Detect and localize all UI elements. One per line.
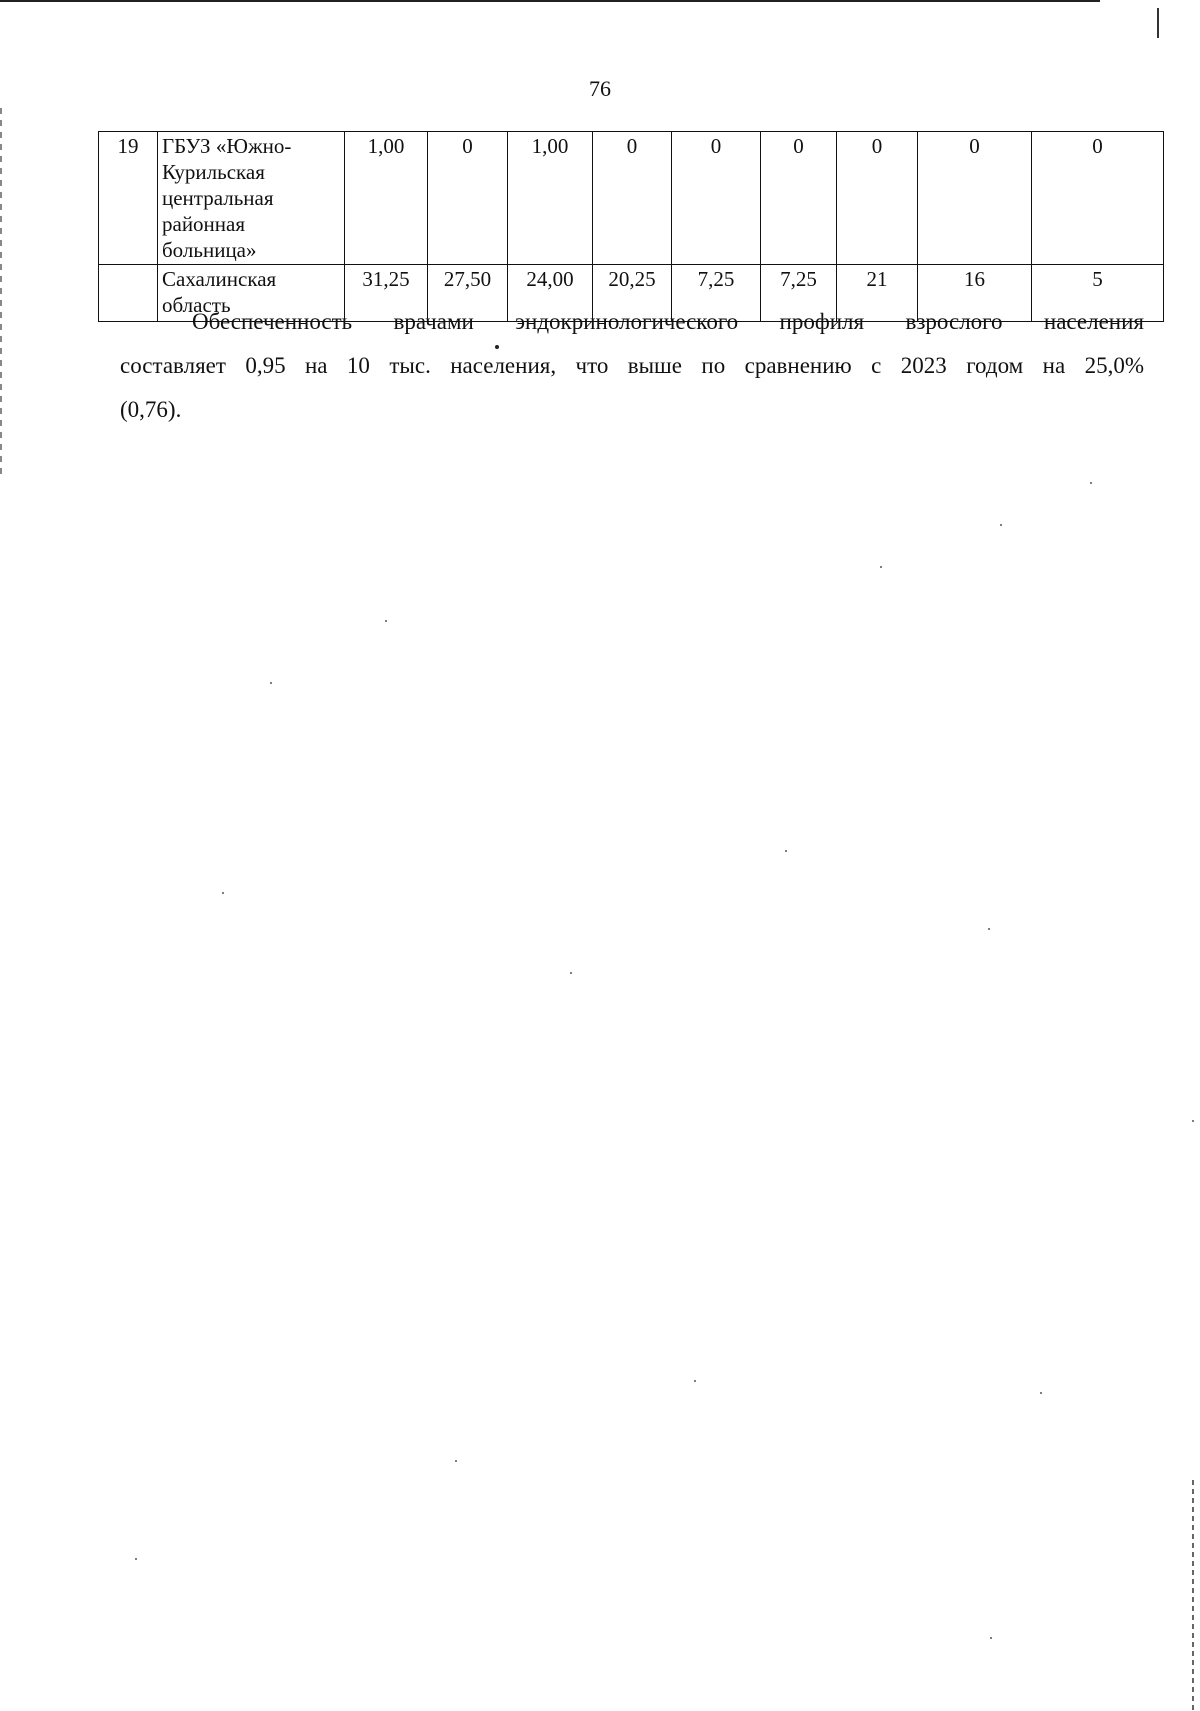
scan-edge-top <box>0 0 1100 2</box>
table-cell: 0 <box>918 132 1032 265</box>
table-cell: 24,00 <box>508 265 593 322</box>
provision-table <box>98 131 1164 322</box>
paragraph-line: составляет 0,95 на 10 тыс. населения, что выше по сравнению с 2023 годом на 25,0% <box>120 353 1144 378</box>
region-name: Сахалинская область <box>158 265 345 322</box>
table-cell: 21 <box>837 265 918 322</box>
table-cell: 0 <box>672 132 761 265</box>
table-cell: 0 <box>837 132 918 265</box>
institution-name: ГБУЗ «Южно-Курильская центральная районная больница» <box>158 132 345 265</box>
scan-mark <box>1157 8 1159 38</box>
body-paragraph <box>120 300 1144 432</box>
page-number: 76 <box>589 76 611 101</box>
table-cell: 7,25 <box>761 265 837 322</box>
table-cell: 0 <box>1032 132 1164 265</box>
scan-edge-left <box>0 108 2 478</box>
paragraph-line: Обеспеченность врачами эндокринологического профиля взрослого населения <box>192 309 1144 334</box>
table-cell: 5 <box>1032 265 1164 322</box>
table-cell: 0 <box>593 132 672 265</box>
row-number: 19 <box>99 132 158 265</box>
table-cell: 16 <box>918 265 1032 322</box>
scan-edge-right <box>1192 1480 1194 1711</box>
table-cell: 27,50 <box>428 265 508 322</box>
table-cell: 0 <box>428 132 508 265</box>
table-row <box>99 132 1164 265</box>
table-cell: 20,25 <box>593 265 672 322</box>
paragraph-line: (0,76). <box>120 397 182 422</box>
table-cell: 1,00 <box>345 132 428 265</box>
table-cell: 7,25 <box>672 265 761 322</box>
table-cell: 31,25 <box>345 265 428 322</box>
table-cell: 0 <box>761 132 837 265</box>
table-cell: 1,00 <box>508 132 593 265</box>
